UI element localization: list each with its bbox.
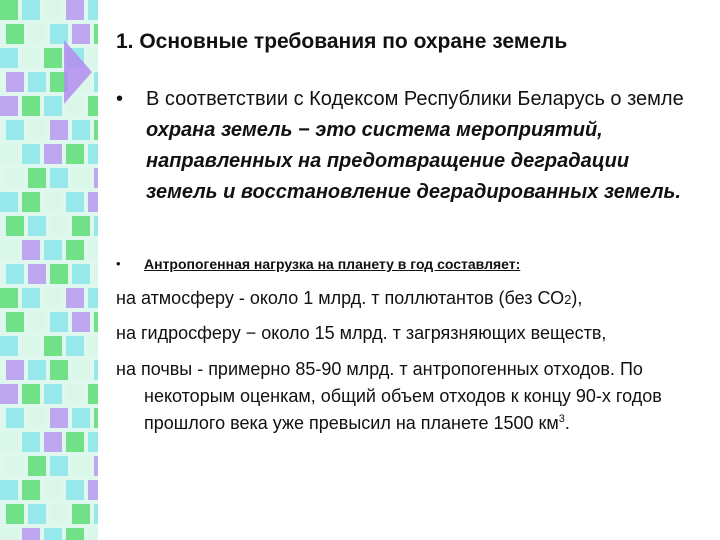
- pattern-tile: [94, 312, 98, 332]
- pattern-tile: [94, 504, 98, 524]
- pattern-tile: [22, 528, 40, 540]
- pattern-tile: [6, 264, 24, 284]
- pattern-tile: [94, 72, 98, 92]
- load-bullet: [116, 256, 706, 272]
- pattern-tile: [88, 144, 98, 164]
- atmosphere-line: [116, 286, 582, 312]
- pattern-tile: [6, 168, 24, 188]
- pattern-tile: [88, 480, 98, 500]
- pattern-tile: [94, 408, 98, 428]
- pattern-tile: [0, 432, 18, 452]
- pattern-tile: [44, 48, 62, 68]
- pattern-tile: [22, 48, 40, 68]
- pattern-tile: [94, 120, 98, 140]
- pattern-tile: [72, 264, 90, 284]
- pattern-tile: [72, 360, 90, 380]
- pattern-tile: [88, 48, 98, 68]
- pattern-tile: [28, 24, 46, 44]
- pattern-tile: [94, 456, 98, 476]
- pattern-tile: [22, 240, 40, 260]
- pattern-tile: [22, 336, 40, 356]
- pattern-tile: [22, 480, 40, 500]
- pattern-tile: [72, 312, 90, 332]
- pattern-tile: [0, 288, 18, 308]
- pattern-tile: [28, 120, 46, 140]
- pattern-tile: [6, 24, 24, 44]
- pattern-tile: [50, 312, 68, 332]
- pattern-tile: [66, 240, 84, 260]
- pattern-tile: [6, 72, 24, 92]
- pattern-tile: [88, 384, 98, 404]
- km3-superscript: 3: [558, 413, 565, 425]
- pattern-tile: [44, 480, 62, 500]
- atmosphere-end: ),: [571, 288, 583, 308]
- pattern-tile: [50, 264, 68, 284]
- pattern-tile: [0, 144, 18, 164]
- soil-paragraph: [116, 356, 720, 437]
- definition-text: [146, 84, 706, 208]
- pattern-tile: [28, 216, 46, 236]
- pattern-tile: [6, 312, 24, 332]
- pattern-tile: [66, 0, 84, 20]
- pattern-tile: [28, 360, 46, 380]
- pattern-tile: [88, 192, 98, 212]
- pattern-tile: [0, 480, 18, 500]
- pattern-tile: [50, 24, 68, 44]
- pattern-tile: [0, 240, 18, 260]
- pattern-tile: [50, 360, 68, 380]
- pattern-tile: [44, 144, 62, 164]
- pattern-tile: [28, 168, 46, 188]
- pattern-tile: [88, 432, 98, 452]
- pattern-tile: [88, 528, 98, 540]
- pattern-tile: [50, 504, 68, 524]
- pattern-tile: [50, 168, 68, 188]
- pattern-tile: [72, 504, 90, 524]
- pattern-tile: [0, 48, 18, 68]
- co2-subscript: 2: [564, 292, 572, 307]
- pattern-tile: [94, 168, 98, 188]
- pattern-tile: [66, 192, 84, 212]
- pattern-tile: [44, 0, 62, 20]
- pattern-tile: [66, 528, 84, 540]
- pattern-tile: [0, 384, 18, 404]
- pattern-tile: [50, 216, 68, 236]
- pattern-tile: [44, 192, 62, 212]
- pattern-tile: [22, 384, 40, 404]
- pattern-tile: [22, 144, 40, 164]
- hydrosphere-line: на гидросферу − около 15 млрд. т загрязняющих веществ,: [116, 323, 607, 343]
- pattern-tile: [66, 336, 84, 356]
- pattern-tile: [44, 96, 62, 116]
- pattern-tile: [94, 24, 98, 44]
- pattern-tile: [22, 0, 40, 20]
- pattern-tile: [22, 288, 40, 308]
- pattern-tile: [0, 192, 18, 212]
- pattern-tile: [28, 408, 46, 428]
- pattern-tile: [88, 288, 98, 308]
- pattern-tile: [22, 432, 40, 452]
- pattern-graphic: [0, 0, 98, 540]
- pattern-tile: [28, 456, 46, 476]
- pattern-tile: [72, 24, 90, 44]
- pattern-tile: [66, 288, 84, 308]
- bullet-dot-icon: •: [116, 256, 121, 271]
- bullet-dot-icon: •: [116, 88, 124, 110]
- pattern-tile: [6, 504, 24, 524]
- pattern-tile: [94, 264, 98, 284]
- definition-normal: В соответствии с Кодексом Республики Беларусь о земле: [146, 88, 684, 110]
- pattern-tile: [88, 96, 98, 116]
- load-heading: Антропогенная нагрузка на планету в год составляет:: [144, 256, 521, 272]
- pattern-tile: [28, 504, 46, 524]
- pattern-tile: [66, 144, 84, 164]
- pattern-tile: [94, 216, 98, 236]
- pattern-tile: [44, 384, 62, 404]
- pattern-tile: [44, 528, 62, 540]
- pattern-tile: [66, 432, 84, 452]
- soil-end: .: [564, 413, 570, 433]
- pattern-tile: [0, 336, 18, 356]
- pattern-tile: [28, 312, 46, 332]
- pattern-tile: [0, 0, 18, 20]
- decorative-side-pattern: [0, 0, 98, 540]
- pattern-tile: [66, 96, 84, 116]
- pattern-tile: [44, 240, 62, 260]
- page-title: 1. Основные требования по охране земель: [116, 30, 568, 53]
- soil-text: на почвы - примерно 85-90 млрд. т антропогенных отходов. По некоторым оценкам, общий объем отходов к концу 90-х годов прошлого века уже превысил на планете 1500 км: [116, 359, 662, 433]
- pattern-tile: [94, 360, 98, 380]
- pattern-tile: [72, 456, 90, 476]
- pattern-tile: [22, 192, 40, 212]
- pattern-tile: [28, 264, 46, 284]
- pattern-tile: [88, 0, 98, 20]
- pattern-tile: [6, 456, 24, 476]
- definition-bullet: [116, 84, 706, 208]
- pattern-tile: [44, 336, 62, 356]
- pattern-tile: [44, 288, 62, 308]
- pattern-tile: [0, 96, 18, 116]
- atmosphere-text: на атмосферу - около 1 млрд. т поллютантов (без СО: [116, 288, 565, 308]
- pattern-tile: [50, 120, 68, 140]
- pattern-tile: [6, 408, 24, 428]
- pattern-tile: [66, 480, 84, 500]
- pattern-tile: [6, 216, 24, 236]
- pattern-tile: [72, 120, 90, 140]
- pattern-tile: [50, 408, 68, 428]
- pattern-tile: [66, 384, 84, 404]
- definition-emphasis: охрана земель − это система мероприятий, направленных на предотвращение деградации земель и восстановление деградированных земель.: [146, 119, 681, 203]
- pattern-tile: [28, 72, 46, 92]
- pattern-tile: [72, 216, 90, 236]
- pattern-tile: [50, 456, 68, 476]
- pattern-tile: [6, 360, 24, 380]
- pattern-tile: [88, 336, 98, 356]
- pattern-tile: [22, 96, 40, 116]
- pattern-tile: [72, 408, 90, 428]
- pattern-tile: [6, 120, 24, 140]
- pattern-tile: [44, 432, 62, 452]
- pattern-tile: [88, 240, 98, 260]
- pattern-tile: [0, 528, 18, 540]
- pattern-tile: [72, 168, 90, 188]
